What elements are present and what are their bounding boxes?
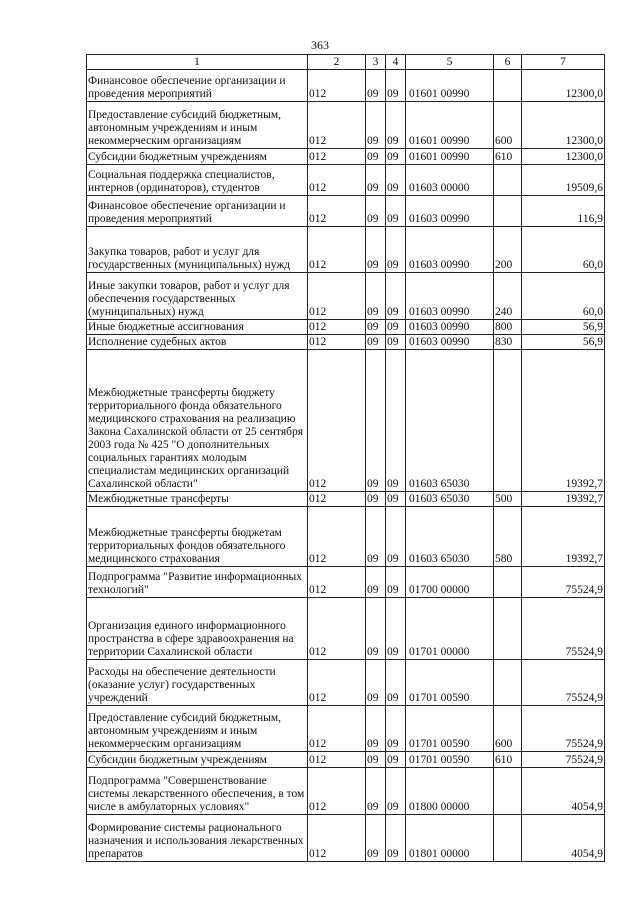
table-row: [87, 706, 605, 752]
header-col-2: 2: [308, 55, 366, 70]
cell-section: 09: [366, 706, 386, 752]
cell-section: 09: [366, 227, 386, 273]
cell-target-article: 01603 00990: [406, 335, 494, 350]
cell-section: 09: [366, 660, 386, 706]
cell-expense-type: [494, 567, 522, 598]
cell-target-article: 01701 00590: [406, 706, 494, 752]
cell-subsection: 09: [386, 350, 406, 492]
cell-amount: 12300,0: [522, 102, 605, 149]
cell-section: 09: [366, 320, 386, 335]
cell-admin-code: 012: [308, 335, 366, 350]
cell-subsection: 09: [386, 227, 406, 273]
cell-name: Межбюджетные трансферты: [87, 492, 308, 507]
cell-amount: 19392,7: [522, 350, 605, 492]
cell-target-article: 01700 00000: [406, 567, 494, 598]
cell-name: Иные бюджетные ассигнования: [87, 320, 308, 335]
cell-name: Расходы на обеспечение деятельности (оказание услуг) государственных учреждений: [87, 660, 308, 706]
cell-expense-type: 600: [494, 706, 522, 752]
cell-subsection: 09: [386, 598, 406, 660]
cell-amount: 19392,7: [522, 507, 605, 567]
cell-expense-type: [494, 70, 522, 102]
cell-name: Межбюджетные трансферты бюджету территориального фонда обязательного медицинского страхования на реализацию Закона Сахалинской области от 25 сентября 2003 года № 425 "О дополнительных социальных гарантиях молодым специалистам медицинских организаций Сахалинской области": [87, 350, 308, 492]
cell-target-article: 01601 00990: [406, 149, 494, 165]
cell-name: Предоставление субсидий бюджетным, автономным учреждениям и иным некоммерческим организациям: [87, 102, 308, 149]
cell-amount: 60,0: [522, 273, 605, 320]
cell-admin-code: 012: [308, 227, 366, 273]
cell-target-article: 01603 00000: [406, 165, 494, 196]
cell-expense-type: 500: [494, 492, 522, 507]
cell-section: 09: [366, 196, 386, 227]
cell-target-article: 01603 00990: [406, 227, 494, 273]
cell-amount: 75524,9: [522, 567, 605, 598]
cell-amount: 75524,9: [522, 752, 605, 768]
cell-admin-code: 012: [308, 492, 366, 507]
table-row: [87, 165, 605, 196]
cell-name: Финансовое обеспечение организации и проведения мероприятий: [87, 196, 308, 227]
cell-section: 09: [366, 492, 386, 507]
cell-admin-code: 012: [308, 149, 366, 165]
cell-expense-type: 240: [494, 273, 522, 320]
table-row: [87, 320, 605, 335]
cell-expense-type: 610: [494, 752, 522, 768]
table-row: [87, 196, 605, 227]
table-row: [87, 70, 605, 102]
cell-section: 09: [366, 273, 386, 320]
cell-target-article: 01701 00590: [406, 660, 494, 706]
cell-target-article: 01603 00990: [406, 196, 494, 227]
cell-name: Закупка товаров, работ и услуг для государственных (муниципальных) нужд: [87, 227, 308, 273]
cell-subsection: 09: [386, 815, 406, 862]
cell-amount: 56,9: [522, 335, 605, 350]
cell-target-article: 01603 65030: [406, 507, 494, 567]
cell-name: Предоставление субсидий бюджетным, автономным учреждениям и иным некоммерческим организациям: [87, 706, 308, 752]
cell-expense-type: [494, 598, 522, 660]
cell-amount: 4054,9: [522, 815, 605, 862]
cell-amount: 116,9: [522, 196, 605, 227]
cell-section: 09: [366, 149, 386, 165]
cell-amount: 4054,9: [522, 768, 605, 815]
cell-expense-type: [494, 350, 522, 492]
table-row: [87, 567, 605, 598]
cell-section: 09: [366, 335, 386, 350]
cell-admin-code: 012: [308, 102, 366, 149]
cell-target-article: 01801 00000: [406, 815, 494, 862]
table-row: [87, 768, 605, 815]
header-row: [87, 55, 605, 70]
cell-admin-code: 012: [308, 752, 366, 768]
table-row: [87, 273, 605, 320]
cell-amount: 19509,6: [522, 165, 605, 196]
cell-expense-type: 800: [494, 320, 522, 335]
table-row: [87, 598, 605, 660]
cell-admin-code: 012: [308, 567, 366, 598]
budget-table: [86, 54, 605, 862]
cell-amount: 75524,9: [522, 598, 605, 660]
cell-expense-type: 610: [494, 149, 522, 165]
cell-expense-type: [494, 165, 522, 196]
table-row: [87, 227, 605, 273]
cell-subsection: 09: [386, 149, 406, 165]
table-row: [87, 492, 605, 507]
cell-subsection: 09: [386, 492, 406, 507]
cell-expense-type: [494, 196, 522, 227]
cell-expense-type: 200: [494, 227, 522, 273]
header-col-5: 5: [406, 55, 494, 70]
cell-expense-type: 830: [494, 335, 522, 350]
cell-amount: 12300,0: [522, 149, 605, 165]
cell-expense-type: [494, 815, 522, 862]
page-number: 363: [311, 38, 329, 52]
header-col-7: 7: [522, 55, 605, 70]
table-row: [87, 149, 605, 165]
cell-admin-code: 012: [308, 165, 366, 196]
cell-admin-code: 012: [308, 598, 366, 660]
cell-target-article: 01701 00590: [406, 752, 494, 768]
cell-section: 09: [366, 70, 386, 102]
cell-section: 09: [366, 598, 386, 660]
cell-subsection: 09: [386, 70, 406, 102]
cell-name: Социальная поддержка специалистов, интернов (ординаторов), студентов: [87, 165, 308, 196]
table-row: [87, 660, 605, 706]
cell-name: Межбюджетные трансферты бюджетам территориальных фондов обязательного медицинского страхования: [87, 507, 308, 567]
cell-section: 09: [366, 507, 386, 567]
header-col-4: 4: [386, 55, 406, 70]
cell-amount: 75524,9: [522, 706, 605, 752]
cell-section: 09: [366, 567, 386, 598]
cell-subsection: 09: [386, 165, 406, 196]
cell-target-article: 01601 00990: [406, 102, 494, 149]
header-col-6: 6: [494, 55, 522, 70]
cell-section: 09: [366, 815, 386, 862]
cell-name: Организация единого информационного пространства в сфере здравоохранения на территории Сахалинской области: [87, 598, 308, 660]
cell-target-article: 01603 00990: [406, 320, 494, 335]
table-row: [87, 102, 605, 149]
cell-name: Иные закупки товаров, работ и услуг для обеспечения государственных (муниципальных) нужд: [87, 273, 308, 320]
cell-section: 09: [366, 350, 386, 492]
cell-subsection: 09: [386, 320, 406, 335]
cell-section: 09: [366, 752, 386, 768]
cell-expense-type: [494, 660, 522, 706]
cell-admin-code: 012: [308, 507, 366, 567]
table-row: [87, 752, 605, 768]
cell-subsection: 09: [386, 567, 406, 598]
cell-name: Подпрограмма "Совершенствование системы лекарственного обеспечения, в том числе в амбулаторных условиях": [87, 768, 308, 815]
cell-admin-code: 012: [308, 273, 366, 320]
cell-name: Формирование системы рационального назначения и использования лекарственных препаратов: [87, 815, 308, 862]
cell-subsection: 09: [386, 273, 406, 320]
cell-expense-type: 600: [494, 102, 522, 149]
cell-target-article: 01601 00990: [406, 70, 494, 102]
table-row: [87, 335, 605, 350]
cell-section: 09: [366, 102, 386, 149]
cell-subsection: 09: [386, 196, 406, 227]
table-body: [87, 70, 605, 862]
cell-amount: 75524,9: [522, 660, 605, 706]
cell-target-article: 01800 00000: [406, 768, 494, 815]
cell-admin-code: 012: [308, 320, 366, 335]
cell-section: 09: [366, 165, 386, 196]
cell-target-article: 01701 00000: [406, 598, 494, 660]
cell-subsection: 09: [386, 768, 406, 815]
cell-section: 09: [366, 768, 386, 815]
cell-name: Подпрограмма "Развитие информационных технологий": [87, 567, 308, 598]
cell-subsection: 09: [386, 752, 406, 768]
cell-amount: 56,9: [522, 320, 605, 335]
cell-subsection: 09: [386, 660, 406, 706]
cell-name: Субсидии бюджетным учреждениям: [87, 149, 308, 165]
cell-target-article: 01603 65030: [406, 492, 494, 507]
cell-expense-type: 580: [494, 507, 522, 567]
cell-amount: 12300,0: [522, 70, 605, 102]
header-col-1: 1: [87, 55, 308, 70]
cell-subsection: 09: [386, 335, 406, 350]
cell-admin-code: 012: [308, 70, 366, 102]
header-col-3: 3: [366, 55, 386, 70]
cell-name: Исполнение судебных актов: [87, 335, 308, 350]
cell-admin-code: 012: [308, 815, 366, 862]
cell-subsection: 09: [386, 706, 406, 752]
cell-target-article: 01603 00990: [406, 273, 494, 320]
cell-name: Субсидии бюджетным учреждениям: [87, 752, 308, 768]
table-row: [87, 507, 605, 567]
cell-subsection: 09: [386, 102, 406, 149]
cell-name: Финансовое обеспечение организации и проведения мероприятий: [87, 70, 308, 102]
cell-amount: 19392,7: [522, 492, 605, 507]
cell-amount: 60,0: [522, 227, 605, 273]
cell-subsection: 09: [386, 507, 406, 567]
cell-admin-code: 012: [308, 660, 366, 706]
cell-admin-code: 012: [308, 768, 366, 815]
cell-target-article: 01603 65030: [406, 350, 494, 492]
cell-admin-code: 012: [308, 196, 366, 227]
table-row: [87, 350, 605, 492]
cell-admin-code: 012: [308, 706, 366, 752]
table-row: [87, 815, 605, 862]
cell-admin-code: 012: [308, 350, 366, 492]
cell-expense-type: [494, 768, 522, 815]
